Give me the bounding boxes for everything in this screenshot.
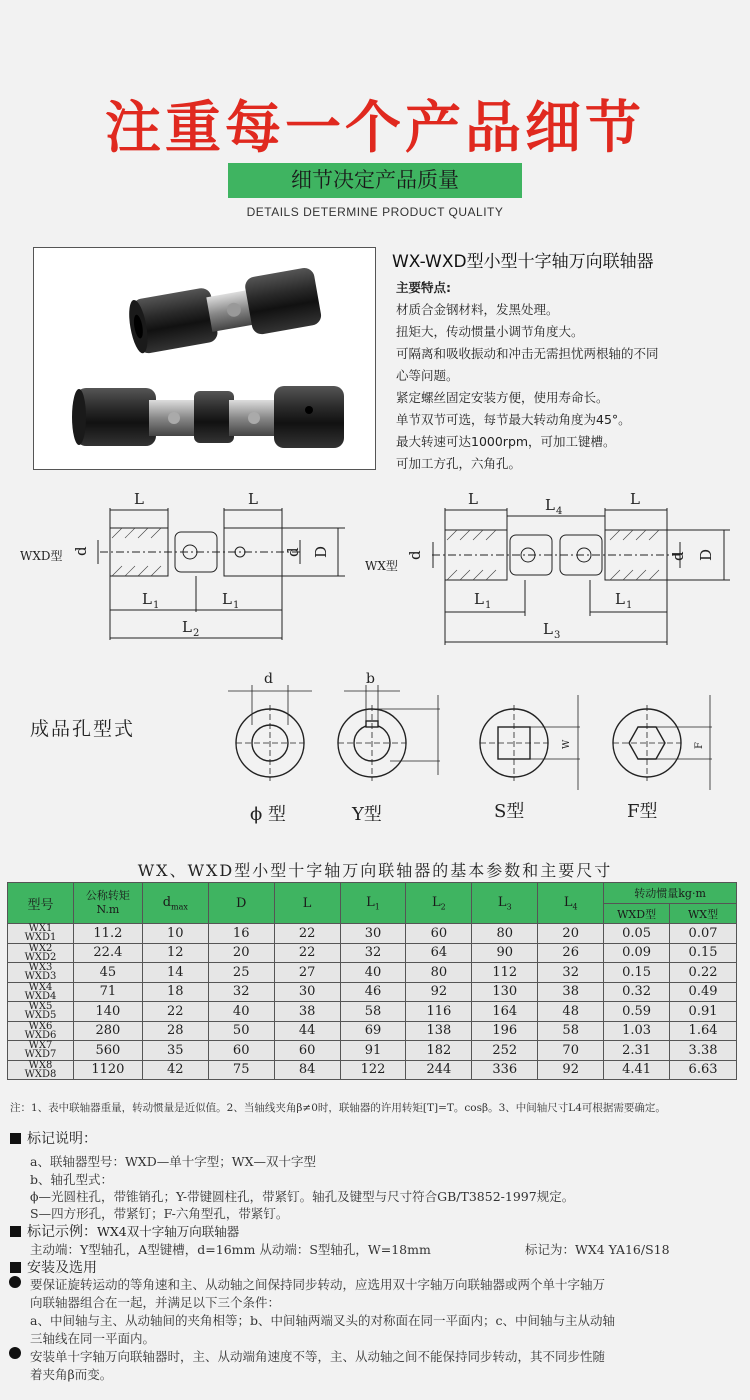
dim-L1: L bbox=[474, 590, 484, 608]
marking-line: b、轴孔型式： bbox=[30, 1172, 114, 1187]
dim-L2: L bbox=[182, 618, 192, 636]
bullet-square-icon bbox=[10, 1226, 21, 1237]
feature-item: 单节双节可选，每节最大转动角度为45°。 bbox=[396, 412, 631, 427]
dim-d: d bbox=[406, 550, 424, 560]
hole-type-drawings bbox=[0, 665, 750, 835]
install-line: 向联轴器组合在一起，并满足以下三个条件： bbox=[30, 1295, 281, 1310]
page-title: 注重每一个产品细节 bbox=[105, 96, 645, 161]
table-note: 注：1、表中联轴器重量，转动惯量是近似值。2、当轴线夹角β≠0时，联轴器的许用转矩[T]=T。cosβ。3、中间轴尺寸L4可根据需要确定。 bbox=[10, 1102, 666, 1114]
bullet-dot-icon bbox=[9, 1276, 21, 1288]
install-line: a、中间轴与主、从动轴间的夹角相等；b、中间轴两端叉头的对称面在同一平面内；c、中间轴与主从动轴 bbox=[30, 1313, 615, 1328]
wx-label: WX型 bbox=[365, 559, 398, 573]
th-torque: 公称转矩 N.m bbox=[73, 883, 142, 924]
spec-table bbox=[7, 882, 737, 1080]
table-row: WX6 WXD6 280 28 50 44 69 138 196 58 1.03 1.64 bbox=[8, 1021, 737, 1041]
dim-L: L bbox=[248, 490, 258, 508]
th-L3: $L_3$ bbox=[472, 883, 538, 924]
dim-D: D bbox=[697, 548, 715, 561]
bullet-square-icon bbox=[10, 1133, 21, 1144]
th-D: D bbox=[208, 883, 274, 924]
feature-item: 心等问题。 bbox=[396, 368, 459, 383]
example-mark: 标记为：WX4 YA16/S18 bbox=[525, 1242, 670, 1257]
marking-line: ϕ—光圆柱孔，带锥销孔；Y-带键圆柱孔，带紧钉。轴孔及键型与尺寸符合GB/T3852-1997规定。 bbox=[30, 1189, 575, 1204]
install-line: 安装单十字轴万向联轴器时，主、从动端角速度不等，主、从动轴之间不能保持同步转动，其不同步性随 bbox=[30, 1349, 606, 1364]
dim-sub: 1 bbox=[153, 600, 160, 611]
dim-sub: 4 bbox=[556, 506, 563, 517]
table-row: WX1 WXD1 11.2 10 16 22 30 60 80 20 0.05 0.07 bbox=[8, 924, 737, 944]
feature-item: 扭矩大，传动惯量小调节角度大。 bbox=[396, 324, 584, 339]
th-L: L bbox=[274, 883, 340, 924]
th-L4: $L_4$ bbox=[538, 883, 604, 924]
dim-D: D bbox=[312, 545, 330, 558]
features-heading: 主要特点: bbox=[396, 280, 451, 295]
feature-item: 最大转速可达1000rpm，可加工键槽。 bbox=[396, 434, 616, 449]
table-row: WX8 WXD8 1120 42 75 84 122 244 336 92 4.41 6.63 bbox=[8, 1060, 737, 1080]
dim-L4: L bbox=[545, 496, 555, 514]
dim-L1: L bbox=[142, 590, 152, 608]
dim-W: W bbox=[562, 739, 572, 749]
hole-type-s: S型 bbox=[494, 801, 525, 822]
install-line: 要保证旋转运动的等角速和主、从动轴之间保持同步转动，应选用双十字轴万向联轴器或两个单十字轴万 bbox=[30, 1277, 606, 1292]
english-subtitle: DETAILS DETERMINE PRODUCT QUALITY bbox=[246, 205, 504, 219]
product-name: WX-WXD型小型十字轴万向联轴器 bbox=[392, 252, 654, 272]
install-line: 着夹角β而变。 bbox=[30, 1367, 113, 1382]
dim-L3: L bbox=[543, 620, 553, 638]
dim-L: L bbox=[134, 490, 144, 508]
table-row: WX2 WXD2 22.4 12 20 22 32 64 90 26 0.09 0.15 bbox=[8, 943, 737, 963]
th-dmax: $d_{max}$ bbox=[142, 883, 208, 924]
example-line: 主动端：Y型轴孔，A型键槽，d=16mm 从动端：S型轴孔，W=18mm bbox=[30, 1242, 431, 1257]
holes-title: 成品孔型式 bbox=[30, 718, 136, 740]
dim-L: L bbox=[468, 490, 478, 508]
hole-type-y: Y型 bbox=[352, 804, 382, 825]
dim-sub: 1 bbox=[233, 600, 240, 611]
dim-sub: 1 bbox=[485, 600, 492, 611]
dim-d: d bbox=[264, 671, 273, 687]
product-photo bbox=[33, 247, 376, 470]
table-row: WX3 WXD3 45 14 25 27 40 80 112 32 0.15 0.22 bbox=[8, 963, 737, 983]
table-title: WX、WXD型小型十字轴万向联轴器的基本参数和主要尺寸 bbox=[137, 861, 613, 880]
th-L2: $L_2$ bbox=[406, 883, 472, 924]
th-wxd: WXD型 bbox=[604, 904, 670, 924]
th-L1: $L_1$ bbox=[340, 883, 406, 924]
coupling-photo-illustration bbox=[34, 248, 375, 469]
dim-d: d bbox=[72, 546, 90, 556]
marking-line: a、联轴器型号：WXD—单十字型；WX—双十字型 bbox=[30, 1154, 316, 1169]
dim-L1: L bbox=[222, 590, 232, 608]
feature-item: 紧定螺丝固定安装方便，使用寿命长。 bbox=[396, 390, 609, 405]
feature-item: 材质合金钢材料，发黑处理。 bbox=[396, 302, 559, 317]
marking-heading: 标记说明： bbox=[10, 1128, 97, 1148]
th-inertia: 转动惯量kg·m bbox=[604, 883, 737, 904]
hole-type-phi: ϕ 型 bbox=[250, 804, 286, 825]
table-row: WX5 WXD5 140 22 40 38 58 116 164 48 0.59 0.91 bbox=[8, 1002, 737, 1022]
table-row: WX7 WXD7 560 35 60 60 91 182 252 70 2.31 3.38 bbox=[8, 1041, 737, 1061]
dim-d: d bbox=[669, 551, 687, 561]
wxd-label: WXD型 bbox=[20, 549, 63, 563]
dimension-drawings bbox=[0, 480, 750, 660]
dim-sub: 3 bbox=[554, 630, 561, 641]
bullet-dot-icon bbox=[9, 1347, 21, 1359]
th-model: 型号 bbox=[8, 883, 74, 924]
dim-F: F bbox=[694, 742, 705, 749]
install-line: 三轴线在同一平面内。 bbox=[30, 1331, 156, 1346]
dim-sub: 2 bbox=[193, 628, 200, 639]
quality-badge: 细节决定产品质量 bbox=[228, 163, 522, 198]
dim-L: L bbox=[630, 490, 640, 508]
example-heading: 标记示例：WX4双十字轴万向联轴器 bbox=[10, 1221, 239, 1241]
feature-item: 可隔离和吸收振动和冲击无需担忧两根轴的不同 bbox=[396, 346, 659, 361]
marking-line: S—四方形孔，带紧钉；F-六角型孔，带紧钉。 bbox=[30, 1206, 289, 1221]
feature-list bbox=[396, 277, 696, 475]
table-row: WX4 WXD4 71 18 32 30 46 92 130 38 0.32 0.49 bbox=[8, 982, 737, 1002]
dim-sub: 1 bbox=[626, 600, 633, 611]
th-wx: WX型 bbox=[670, 904, 737, 924]
feature-item: 可加工方孔，六角孔。 bbox=[396, 456, 522, 471]
dim-d: d bbox=[284, 547, 302, 557]
dim-L1: L bbox=[615, 590, 625, 608]
dim-b: b bbox=[366, 671, 375, 687]
install-heading: 安装及选用 bbox=[10, 1257, 97, 1277]
bullet-square-icon bbox=[10, 1262, 21, 1273]
hole-type-f: F型 bbox=[627, 801, 658, 822]
